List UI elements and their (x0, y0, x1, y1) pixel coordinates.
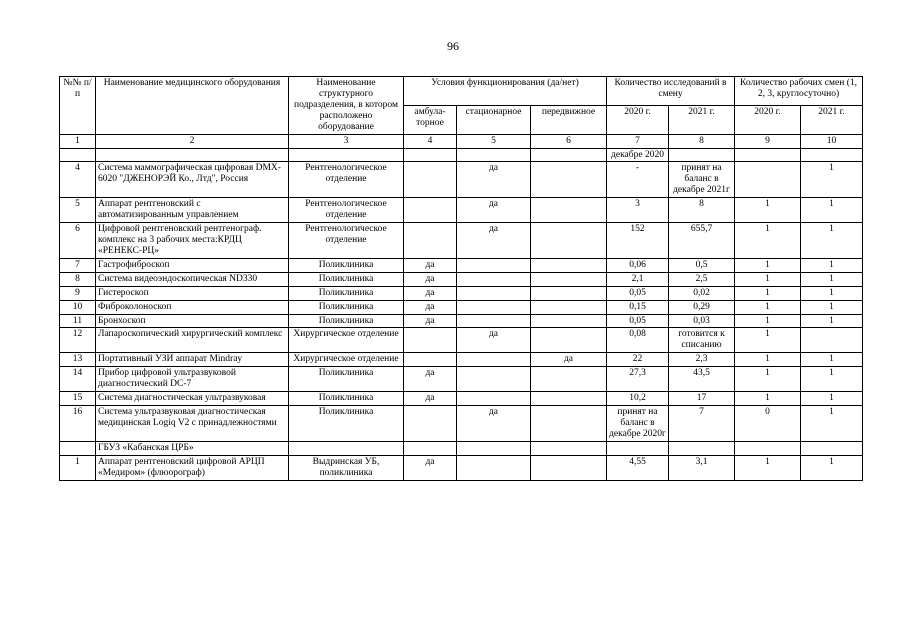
department-cell: Рентгенологическое отделение (289, 162, 404, 198)
shifts-2020-cell: 1 (735, 367, 801, 392)
equipment-name-cell: Система видеоэндоскопическая ND330 (96, 272, 289, 286)
shifts-2021-cell: 1 (801, 392, 863, 406)
shifts-2020-cell: 1 (735, 392, 801, 406)
equipment-name-cell: Система диагностическая ультразвуковая (96, 392, 289, 406)
shifts-2020-cell: 0 (735, 405, 801, 441)
studies-2020-cell: 0,05 (607, 314, 669, 328)
row-number-cell: 16 (60, 405, 96, 441)
equipment-name-cell: Фиброколоноскоп (96, 300, 289, 314)
equipment-table (59, 76, 863, 481)
equipment-name-cell: Система ультразвуковая диагностическая медицинская Logiq V2 с принадлежностями (96, 405, 289, 441)
ambulatory-cell (404, 441, 457, 455)
studies-2021-cell: готовится к списанию (669, 328, 735, 353)
studies-2021-cell (669, 441, 735, 455)
shifts-2020-cell: 1 (735, 286, 801, 300)
stationary-cell: да (457, 198, 531, 223)
equipment-name-cell: Система маммографическая цифровая DMX-6020 "ДЖЕНОРЭЙ Ко., Лтд", Россия (96, 162, 289, 198)
equipment-name-cell (96, 148, 289, 162)
stationary-cell: да (457, 328, 531, 353)
department-cell (289, 148, 404, 162)
stationary-cell (457, 455, 531, 480)
equipment-name-cell: Гастрофиброскоп (96, 258, 289, 272)
shifts-2020-cell (735, 148, 801, 162)
table-row (60, 455, 863, 480)
studies-2020-cell: декабре 2020 (607, 148, 669, 162)
header-department: Наименование структурного подразделения, в котором расположено оборудование (289, 77, 404, 135)
studies-2021-cell: 0,02 (669, 286, 735, 300)
row-number-cell: 8 (60, 272, 96, 286)
studies-2021-cell: 0,29 (669, 300, 735, 314)
department-cell: Хирургическое отделение (289, 353, 404, 367)
column-number: 8 (669, 134, 735, 148)
row-number-cell (60, 148, 96, 162)
studies-2020-cell: 0,15 (607, 300, 669, 314)
table-row (60, 328, 863, 353)
stationary-cell (457, 148, 531, 162)
ambulatory-cell: да (404, 272, 457, 286)
studies-2020-cell: принят на баланс в декабре 2020г (607, 405, 669, 441)
studies-2020-cell: - (607, 162, 669, 198)
mobile-cell (531, 148, 607, 162)
department-cell: Поликлиника (289, 314, 404, 328)
ambulatory-cell (404, 405, 457, 441)
ambulatory-cell: да (404, 314, 457, 328)
row-number-cell: 6 (60, 223, 96, 259)
equipment-name-cell: Лапароскопический хирургический комплекс (96, 328, 289, 353)
shifts-2021-cell: 1 (801, 162, 863, 198)
column-number: 6 (531, 134, 607, 148)
mobile-cell (531, 300, 607, 314)
row-number-cell: 4 (60, 162, 96, 198)
studies-2020-cell: 152 (607, 223, 669, 259)
mobile-cell (531, 162, 607, 198)
mobile-cell (531, 392, 607, 406)
table-row (60, 392, 863, 406)
header-shifts-2021: 2021 г. (801, 105, 863, 134)
shifts-2021-cell (801, 148, 863, 162)
department-cell: Хирургическое отделение (289, 328, 404, 353)
header-mobile: передвижное (531, 105, 607, 134)
column-number: 5 (457, 134, 531, 148)
studies-2021-cell: 0,03 (669, 314, 735, 328)
shifts-2020-cell: 1 (735, 328, 801, 353)
shifts-2021-cell: 1 (801, 314, 863, 328)
equipment-name-cell: Гистероскоп (96, 286, 289, 300)
column-number: 3 (289, 134, 404, 148)
ambulatory-cell (404, 148, 457, 162)
studies-2020-cell: 3 (607, 198, 669, 223)
mobile-cell: да (531, 353, 607, 367)
mobile-cell (531, 223, 607, 259)
column-number: 1 (60, 134, 96, 148)
column-number: 9 (735, 134, 801, 148)
department-cell: Поликлиника (289, 405, 404, 441)
mobile-cell (531, 258, 607, 272)
stationary-cell (457, 392, 531, 406)
ambulatory-cell (404, 328, 457, 353)
stationary-cell: да (457, 162, 531, 198)
studies-2020-cell: 4,55 (607, 455, 669, 480)
column-number: 10 (801, 134, 863, 148)
equipment-name-cell: Аппарат рентгеновский с автоматизированным управлением (96, 198, 289, 223)
shifts-2021-cell: 1 (801, 300, 863, 314)
mobile-cell (531, 405, 607, 441)
table-row (60, 405, 863, 441)
row-number-cell: 13 (60, 353, 96, 367)
ambulatory-cell: да (404, 455, 457, 480)
row-number-cell: 1 (60, 455, 96, 480)
studies-2021-cell: 7 (669, 405, 735, 441)
header-ambulatory: амбула-торное (404, 105, 457, 134)
equipment-name-cell: Аппарат рентгеновский цифровой АРЦП «Медиром» (флюорограф) (96, 455, 289, 480)
header-shifts: Количество рабочих смен (1, 2, 3, круглосуточно) (735, 77, 863, 106)
studies-2021-cell: принят на баланс в декабре 2021г (669, 162, 735, 198)
shifts-2020-cell: 1 (735, 455, 801, 480)
row-number-cell: 12 (60, 328, 96, 353)
department-cell: Поликлиника (289, 300, 404, 314)
table-row (60, 367, 863, 392)
department-cell: Поликлиника (289, 367, 404, 392)
department-cell: Поликлиника (289, 286, 404, 300)
header-num: №№ п/п (60, 77, 96, 135)
studies-2020-cell: 27,3 (607, 367, 669, 392)
column-number: 2 (96, 134, 289, 148)
shifts-2021-cell (801, 441, 863, 455)
column-number: 7 (607, 134, 669, 148)
ambulatory-cell (404, 162, 457, 198)
header-stationary: стационарное (457, 105, 531, 134)
shifts-2020-cell (735, 441, 801, 455)
shifts-2021-cell: 1 (801, 258, 863, 272)
shifts-2021-cell (801, 328, 863, 353)
row-number-cell: 11 (60, 314, 96, 328)
ambulatory-cell: да (404, 367, 457, 392)
table-row (60, 300, 863, 314)
row-number-cell: 9 (60, 286, 96, 300)
department-cell (289, 441, 404, 455)
studies-2020-cell (607, 441, 669, 455)
ambulatory-cell: да (404, 392, 457, 406)
stationary-cell (457, 367, 531, 392)
header-shifts-2020: 2020 г. (735, 105, 801, 134)
shifts-2021-cell: 1 (801, 405, 863, 441)
shifts-2021-cell: 1 (801, 353, 863, 367)
mobile-cell (531, 455, 607, 480)
shifts-2020-cell (735, 162, 801, 198)
shifts-2021-cell: 1 (801, 286, 863, 300)
shifts-2020-cell: 1 (735, 300, 801, 314)
ambulatory-cell (404, 353, 457, 367)
studies-2020-cell: 10,2 (607, 392, 669, 406)
table-row (60, 353, 863, 367)
ambulatory-cell: да (404, 258, 457, 272)
department-cell: Поликлиника (289, 258, 404, 272)
table-row (60, 314, 863, 328)
department-cell: Рентгенологическое отделение (289, 223, 404, 259)
header-studies-2020: 2020 г. (607, 105, 669, 134)
ambulatory-cell: да (404, 286, 457, 300)
shifts-2020-cell: 1 (735, 198, 801, 223)
equipment-name-cell: ГБУЗ «Кабанская ЦРБ» (96, 441, 289, 455)
column-number: 4 (404, 134, 457, 148)
studies-2020-cell: 0,08 (607, 328, 669, 353)
ambulatory-cell (404, 223, 457, 259)
header-studies: Количество исследований в смену (607, 77, 735, 106)
shifts-2020-cell: 1 (735, 272, 801, 286)
page-number: 96 (447, 39, 459, 53)
stationary-cell (457, 314, 531, 328)
shifts-2021-cell: 1 (801, 455, 863, 480)
stationary-cell (457, 441, 531, 455)
studies-2021-cell: 0,5 (669, 258, 735, 272)
equipment-name-cell: Прибор цифровой ультразвуковой диагностический DC-7 (96, 367, 289, 392)
equipment-name-cell: Бронхоскоп (96, 314, 289, 328)
studies-2021-cell: 8 (669, 198, 735, 223)
column-number-row (60, 134, 863, 148)
row-number-cell: 14 (60, 367, 96, 392)
table-row (60, 198, 863, 223)
studies-2021-cell: 2,3 (669, 353, 735, 367)
studies-2021-cell: 43,5 (669, 367, 735, 392)
shifts-2020-cell: 1 (735, 223, 801, 259)
mobile-cell (531, 272, 607, 286)
table-row (60, 258, 863, 272)
table-row (60, 441, 863, 455)
ambulatory-cell (404, 198, 457, 223)
studies-2020-cell: 0,05 (607, 286, 669, 300)
stationary-cell (457, 286, 531, 300)
studies-2021-cell: 17 (669, 392, 735, 406)
equipment-name-cell: Портативный УЗИ аппарат Mindray (96, 353, 289, 367)
row-number-cell (60, 441, 96, 455)
studies-2021-cell: 2,5 (669, 272, 735, 286)
row-number-cell: 7 (60, 258, 96, 272)
studies-2021-cell (669, 148, 735, 162)
shifts-2021-cell: 1 (801, 272, 863, 286)
table-row (60, 162, 863, 198)
stationary-cell (457, 300, 531, 314)
mobile-cell (531, 286, 607, 300)
header-conditions: Условия функционирования (да/нет) (404, 77, 607, 106)
department-cell: Рентгенологическое отделение (289, 198, 404, 223)
studies-2020-cell: 22 (607, 353, 669, 367)
stationary-cell: да (457, 223, 531, 259)
table-row (60, 272, 863, 286)
header-name: Наименование медицинского оборудования (96, 77, 289, 135)
studies-2020-cell: 0,06 (607, 258, 669, 272)
studies-2021-cell: 3,1 (669, 455, 735, 480)
mobile-cell (531, 328, 607, 353)
shifts-2021-cell: 1 (801, 367, 863, 392)
mobile-cell (531, 314, 607, 328)
shifts-2021-cell: 1 (801, 223, 863, 259)
header-studies-2021: 2021 г. (669, 105, 735, 134)
department-cell: Поликлиника (289, 392, 404, 406)
stationary-cell: да (457, 405, 531, 441)
mobile-cell (531, 198, 607, 223)
shifts-2020-cell: 1 (735, 258, 801, 272)
stationary-cell (457, 353, 531, 367)
table-row (60, 223, 863, 259)
table-row (60, 148, 863, 162)
department-cell: Поликлиника (289, 272, 404, 286)
row-number-cell: 15 (60, 392, 96, 406)
shifts-2020-cell: 1 (735, 353, 801, 367)
ambulatory-cell: да (404, 300, 457, 314)
department-cell: Выдринская УБ, поликлиника (289, 455, 404, 480)
studies-2020-cell: 2,1 (607, 272, 669, 286)
row-number-cell: 5 (60, 198, 96, 223)
row-number-cell: 10 (60, 300, 96, 314)
mobile-cell (531, 441, 607, 455)
table-row (60, 286, 863, 300)
stationary-cell (457, 272, 531, 286)
stationary-cell (457, 258, 531, 272)
studies-2021-cell: 655,7 (669, 223, 735, 259)
equipment-name-cell: Цифровой рентгеновский рентгенограф. комплекс на 3 рабочих места:КРДЦ «РЕНЕКС-РЦ» (96, 223, 289, 259)
shifts-2020-cell: 1 (735, 314, 801, 328)
mobile-cell (531, 367, 607, 392)
shifts-2021-cell: 1 (801, 198, 863, 223)
